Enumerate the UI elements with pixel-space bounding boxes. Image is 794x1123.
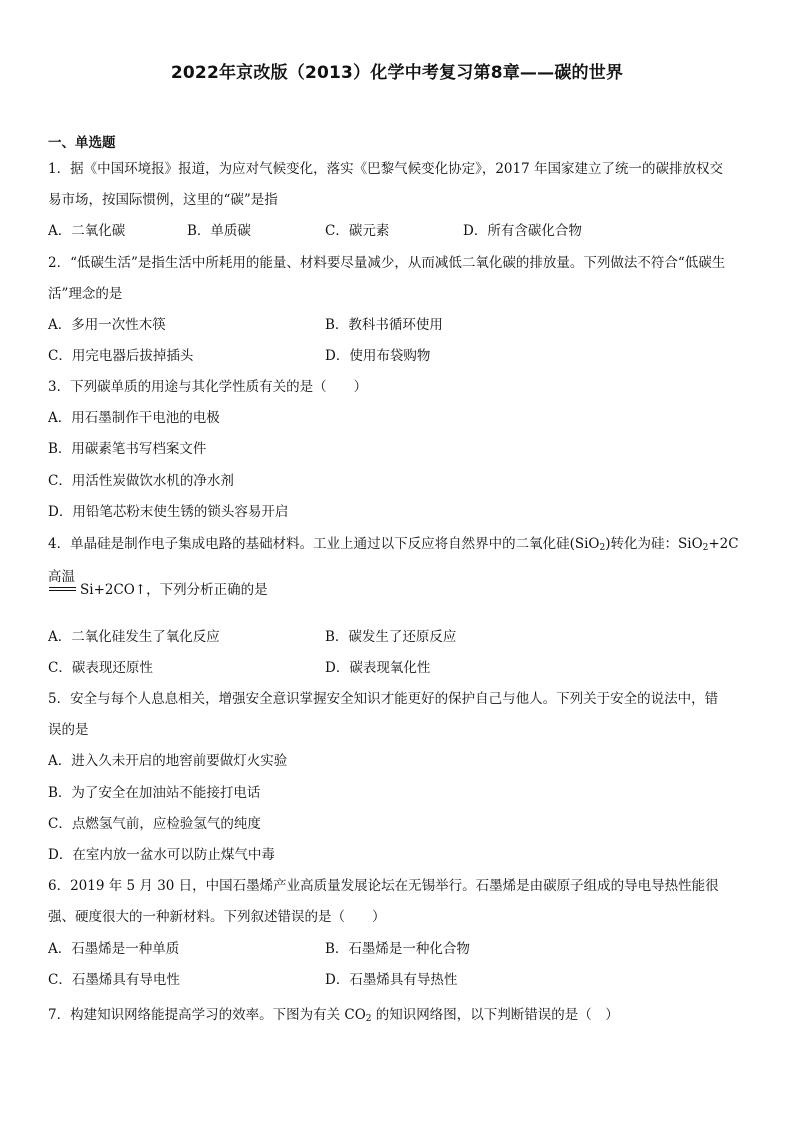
question-4-text-part3: +2C	[708, 536, 739, 552]
question-4-option-b: B．碳发生了还原反应	[325, 629, 457, 645]
question-4-option-a: A．二氧化硅发生了氧化反应	[48, 629, 220, 645]
question-4-option-c: C．碳表现还原性	[48, 660, 153, 676]
question-5-text-cont: 误的是	[48, 722, 89, 738]
question-1-text-cont: 易市场，按国际惯例，这里的“碳”是指	[48, 192, 278, 208]
question-5-option-b: B．为了安全在加油站不能接打电话	[48, 785, 261, 801]
question-6-option-b: B．石墨烯是一种化合物	[325, 941, 470, 957]
question-1-text: 1．据《中国环境报》报道，为应对气候变化，落实《巴黎气候变化协定》，2017 年国家建立了统一的碳排放权交	[48, 161, 723, 177]
question-5-option-a: A．进入久未开启的地窖前要做灯火实验	[48, 753, 288, 769]
equals-sign-bottom-bar	[49, 590, 76, 591]
question-1-option-a: A．二氧化碳	[48, 223, 126, 239]
question-7-text-part2: 的知识网络图，以下判断错误的是（ ）	[371, 1007, 619, 1023]
question-5-text: 5．安全与每个人息息相关，增强安全意识掌握安全知识才能更好的保护自己与他人。下列关于安全的说法中，错	[48, 691, 719, 707]
question-7-text	[48, 1006, 619, 1024]
reaction-condition-label: 高温	[48, 569, 75, 585]
question-5-option-d: D．在室内放一盆水可以防止煤气中毒	[48, 847, 275, 863]
question-3-option-c: C．用活性炭做饮水机的净水剂	[48, 473, 234, 489]
subscript-2: 2	[702, 543, 709, 553]
question-2-option-d: D．使用布袋购物	[325, 348, 431, 364]
question-2-text: 2．“低碳生活”是指生活中所耗用的能量、材料要尽量减少，从而减低二氧化碳的排放量。下列做法不符合“低碳生	[48, 255, 726, 271]
question-3-option-d: D．用铅笔芯粉末使生锈的锁头容易开启	[48, 504, 289, 520]
question-4-text-part2: )转化为硅：SiO	[605, 536, 703, 552]
question-6-text: 6．2019 年 5 月 30 日，中国石墨烯产业高质量发展论坛在无锡举行。石墨烯是由碳原子组成的导电导热性能很	[48, 878, 719, 894]
question-2-option-b: B．教科书循环使用	[325, 317, 443, 333]
question-1-option-d: D．所有含碳化合物	[463, 223, 582, 239]
question-7-text-part1: 7．构建知识网络能提高学习的效率。下图为有关 CO	[48, 1007, 366, 1023]
question-6-option-a: A．石墨烯是一种单质	[48, 941, 180, 957]
question-4-text-cont: Si+2CO↑，下列分析正确的是	[80, 582, 268, 598]
equals-sign-top-bar	[49, 587, 76, 588]
subscript-2: 2	[365, 1014, 372, 1024]
question-3-option-b: B．用碳素笔书写档案文件	[48, 441, 207, 457]
question-3-option-a: A．用石墨制作干电池的电极	[48, 410, 220, 426]
document-title: 2022年京改版（2013）化学中考复习第8章——碳的世界	[170, 63, 624, 83]
question-1-option-b: B．单质碳	[187, 223, 251, 239]
question-2-option-c: C．用完电器后拔掉插头	[48, 348, 194, 364]
question-1-option-c: C．碳元素	[325, 223, 390, 239]
question-2-text-cont: 活”理念的是	[48, 286, 123, 302]
section-heading: 一、单选题	[48, 135, 116, 151]
question-3-text: 3．下列碳单质的用途与其化学性质有关的是（ ）	[48, 379, 368, 395]
question-4-text-part1: 4．单晶硅是制作电子集成电路的基础材料。工业上通过以下反应将自然界中的二氧化硅(SiO	[48, 536, 600, 552]
subscript-2: 2	[599, 543, 606, 553]
question-4-option-d: D．碳表现氧化性	[325, 660, 431, 676]
question-5-option-c: C．点燃氢气前，应检验氢气的纯度	[48, 816, 261, 832]
question-6-option-c: C．石墨烯具有导电性	[48, 972, 180, 988]
question-6-text-cont: 强、硬度很大的一种新材料。下列叙述错误的是（ ）	[48, 909, 386, 925]
question-6-option-d: D．石墨烯具有导热性	[325, 972, 458, 988]
question-2-option-a: A．多用一次性木筷	[48, 317, 166, 333]
question-4-text	[48, 535, 739, 553]
